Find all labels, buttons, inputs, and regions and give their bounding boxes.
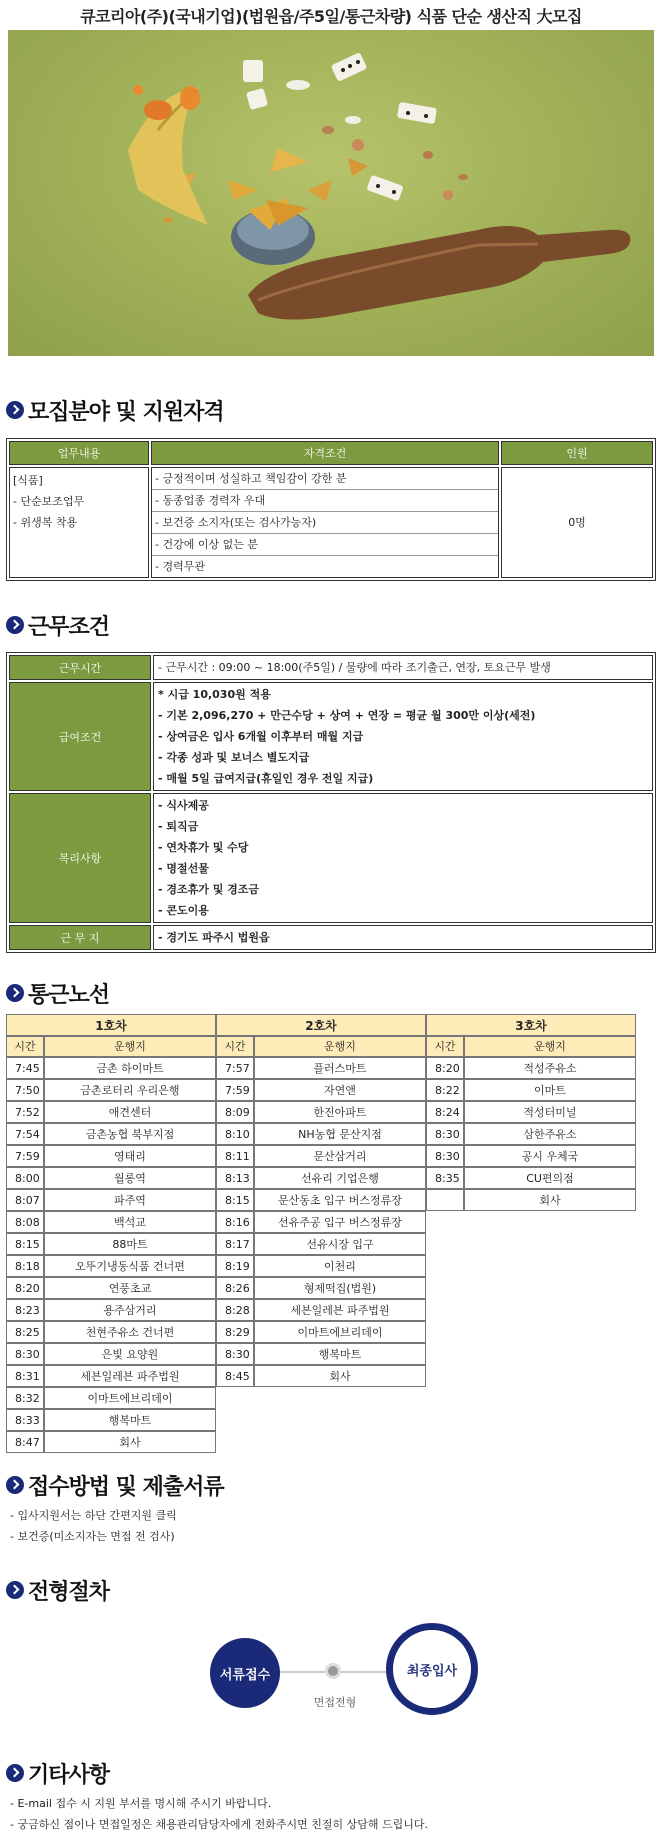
table-header: 자격조건 (151, 441, 499, 465)
stop-time: 7:50 (6, 1079, 44, 1101)
stop-name: 파주역 (44, 1189, 216, 1211)
stop-time: 8:32 (6, 1387, 44, 1409)
headcount-cell: 0명 (501, 467, 653, 578)
section-title: 전형절차 (28, 1579, 110, 1605)
list-item: - E-mail 접수 시 지원 부서를 명시해 주시기 바랍니다. (10, 1797, 272, 1810)
stop-name: 공시 우체국 (464, 1145, 636, 1167)
welfare-item: - 경조휴가 및 경조금 (158, 883, 260, 896)
stop-time: 8:16 (216, 1211, 254, 1233)
qualifications-cell (151, 467, 499, 578)
bus-route-header: 2호차 (216, 1014, 426, 1036)
section-conditions-heading (6, 610, 109, 640)
process-diagram (0, 1628, 662, 1748)
chevron-right-icon (6, 1764, 24, 1782)
duties-cell (9, 467, 149, 578)
location-value: - 경기도 파주시 법원읍 (153, 925, 653, 950)
column-header-time: 시간 (216, 1036, 254, 1057)
column-header-stop: 운행지 (464, 1036, 636, 1057)
welfare-item: - 콘도이용 (158, 904, 209, 917)
stop-time: 7:54 (6, 1123, 44, 1145)
chevron-right-icon (6, 984, 24, 1002)
stop-name: NH농협 문산지점 (254, 1123, 426, 1145)
stop-name: 회사 (464, 1189, 636, 1211)
stop-name: 세븐일레븐 파주법원 (254, 1299, 426, 1321)
stop-name: 선유리 기업은행 (254, 1167, 426, 1189)
stop-name: 행복마트 (254, 1343, 426, 1365)
stop-name: 행복마트 (44, 1409, 216, 1431)
stop-time: 8:20 (426, 1057, 464, 1079)
recruit-table (6, 438, 656, 581)
stop-time: 7:57 (216, 1057, 254, 1079)
process-dot (325, 1663, 341, 1679)
stop-name: 한진아파트 (254, 1101, 426, 1123)
section-title: 근무조건 (28, 614, 110, 640)
list-item: - 보건증(미소지자는 면접 전 검사) (10, 1530, 175, 1543)
stop-name: 형제떡집(법원) (254, 1277, 426, 1299)
hours-value: - 근무시간 : 09:00 ~ 18:00(주5일) / 물량에 따라 조기출근, 연장, 토요근무 발생 (153, 655, 653, 680)
stop-time: 8:22 (426, 1079, 464, 1101)
stop-name: 월롱역 (44, 1167, 216, 1189)
stop-time: 8:11 (216, 1145, 254, 1167)
stop-time: 7:59 (6, 1145, 44, 1167)
stop-time: 8:29 (216, 1321, 254, 1343)
stop-name: 은빛 요양원 (44, 1343, 216, 1365)
stop-time: 7:45 (6, 1057, 44, 1079)
column-header-stop: 운행지 (254, 1036, 426, 1057)
section-title: 접수방법 및 제출서류 (28, 1474, 224, 1500)
pay-item: * 시급 10,030원 적용 (158, 688, 271, 701)
stop-name: 연풍초교 (44, 1277, 216, 1299)
hero-image (8, 30, 654, 356)
chevron-right-icon (6, 401, 24, 419)
stop-name: 오뚜기냉동식품 건너편 (44, 1255, 216, 1277)
stop-name: 삼한주유소 (464, 1123, 636, 1145)
stop-time: 8:30 (426, 1123, 464, 1145)
section-commute-heading (6, 978, 109, 1008)
food-illustration (8, 30, 654, 356)
duty-item: - 단순보조업무 (13, 495, 85, 508)
column-header-time: 시간 (6, 1036, 44, 1057)
duty-item: - 위생복 착용 (13, 516, 78, 529)
stop-name: 선유시장 입구 (254, 1233, 426, 1255)
stop-time: 8:15 (6, 1233, 44, 1255)
stop-time: 8:17 (216, 1233, 254, 1255)
page-title: 큐코리아(주)(국내기업)(법원읍/주5일/통근차량) 식품 단순 생산직 大모집 (80, 7, 582, 26)
stop-name: 회사 (44, 1431, 216, 1453)
stop-name: 천현주유소 건너편 (44, 1321, 216, 1343)
process-step-1: 서류접수 (210, 1638, 280, 1708)
welfare-values (153, 793, 653, 923)
stop-time: 8:23 (6, 1299, 44, 1321)
stop-time: 8:18 (6, 1255, 44, 1277)
pay-item: - 상여금은 입사 6개월 이후부터 매월 지급 (158, 730, 364, 743)
stop-name: 문산삼거리 (254, 1145, 426, 1167)
stop-time: 7:52 (6, 1101, 44, 1123)
stop-time: 8:00 (6, 1167, 44, 1189)
chevron-right-icon (6, 616, 24, 634)
stop-time: 7:59 (216, 1079, 254, 1101)
process-step-2: 면접전형 (313, 1696, 357, 1709)
section-title: 기타사항 (28, 1762, 110, 1788)
stop-time: 8:10 (216, 1123, 254, 1145)
stop-time: 8:07 (6, 1189, 44, 1211)
bus-route-header: 3호차 (426, 1014, 636, 1036)
stop-name: 이천리 (254, 1255, 426, 1277)
bus-route-table (6, 1014, 636, 1462)
section-apply-heading (6, 1470, 224, 1500)
pay-item: - 매월 5일 급여지급(휴일인 경우 전일 지급) (158, 772, 374, 785)
stop-name: 영태리 (44, 1145, 216, 1167)
location-label: 근 무 지 (9, 925, 151, 950)
stop-name: 용주삼거리 (44, 1299, 216, 1321)
stop-time: 8:26 (216, 1277, 254, 1299)
stop-time: 8:24 (426, 1101, 464, 1123)
welfare-item: - 명절선물 (158, 862, 209, 875)
duty-item: [식품] (13, 474, 43, 487)
etc-list (10, 1793, 428, 1835)
section-process-heading (6, 1575, 109, 1605)
stop-time: 8:33 (6, 1409, 44, 1431)
stop-time: 8:31 (6, 1365, 44, 1387)
stop-time: 8:28 (216, 1299, 254, 1321)
qualification-item: - 긍정적이며 성실하고 책임감이 강한 분 (152, 468, 498, 490)
qualification-item: - 동종업종 경력자 우대 (152, 490, 498, 512)
stop-name: 선유주공 입구 버스정류장 (254, 1211, 426, 1233)
welfare-item: - 연차휴가 및 수당 (158, 841, 249, 854)
stop-time: 8:30 (6, 1343, 44, 1365)
stop-name: CU편의점 (464, 1167, 636, 1189)
table-header: 인원 (501, 441, 653, 465)
stop-name: 세븐일레븐 파주법원 (44, 1365, 216, 1387)
stop-time: 8:15 (216, 1189, 254, 1211)
pay-label: 급여조건 (9, 682, 151, 791)
stop-time: 8:20 (6, 1277, 44, 1299)
section-etc-heading (6, 1758, 109, 1788)
stop-time: 8:13 (216, 1167, 254, 1189)
chevron-right-icon (6, 1476, 24, 1494)
stop-time: 8:30 (426, 1145, 464, 1167)
chevron-right-icon (6, 1581, 24, 1599)
bus-route-header: 1호차 (6, 1014, 216, 1036)
pay-item: - 기본 2,096,270 + 만근수당 + 상여 + 연장 = 평균 월 300만 이상(세전) (158, 709, 536, 722)
welfare-item: - 식사제공 (158, 799, 209, 812)
stop-time: 8:45 (216, 1365, 254, 1387)
table-header: 업무내용 (9, 441, 149, 465)
stop-name: 적성주유소 (464, 1057, 636, 1079)
stop-time: 8:08 (6, 1211, 44, 1233)
stop-name: 회사 (254, 1365, 426, 1387)
stop-name: 백석교 (44, 1211, 216, 1233)
list-item: - 궁금하신 점이나 면접일정은 채용관리담당자에게 전화주시면 친절히 상담해 드립니다. (10, 1818, 428, 1831)
stop-name: 자연앤 (254, 1079, 426, 1101)
qualification-item: - 보건증 소지자(또는 검사가능자) (152, 512, 498, 534)
section-recruit-heading (6, 395, 224, 425)
stop-name: 88마트 (44, 1233, 216, 1255)
section-title: 모집분야 및 지원자격 (28, 399, 224, 425)
stop-time: 8:09 (216, 1101, 254, 1123)
stop-time: 8:25 (6, 1321, 44, 1343)
stop-time: 8:19 (216, 1255, 254, 1277)
pay-item: - 각종 성과 및 보너스 별도지급 (158, 751, 310, 764)
conditions-table (6, 652, 656, 953)
stop-name: 금촌 하이마트 (44, 1057, 216, 1079)
stop-name: 이마트에브리데이 (254, 1321, 426, 1343)
stop-name: 금촌농협 북부지점 (44, 1123, 216, 1145)
list-item: - 입사지원서는 하단 간편지원 클릭 (10, 1509, 177, 1522)
stop-name: 적성터미널 (464, 1101, 636, 1123)
stop-name: 문산동초 입구 버스정류장 (254, 1189, 426, 1211)
stop-time: 8:30 (216, 1343, 254, 1365)
pay-values (153, 682, 653, 791)
process-step-3: 최종입사 (386, 1623, 478, 1715)
stop-time: 8:47 (6, 1431, 44, 1453)
qualification-item: - 건강에 이상 없는 분 (152, 534, 498, 556)
qualification-item: - 경력무관 (155, 560, 205, 573)
stop-time (426, 1189, 464, 1211)
welfare-item: - 퇴직금 (158, 820, 199, 833)
stop-time: 8:35 (426, 1167, 464, 1189)
apply-list (10, 1505, 177, 1547)
welfare-label: 복리사항 (9, 793, 151, 923)
stop-name: 이마트에브리데이 (44, 1387, 216, 1409)
column-header-stop: 운행지 (44, 1036, 216, 1057)
column-header-time: 시간 (426, 1036, 464, 1057)
stop-name: 애견센터 (44, 1101, 216, 1123)
stop-name: 이마트 (464, 1079, 636, 1101)
section-title: 통근노선 (28, 982, 110, 1008)
stop-name: 플러스마트 (254, 1057, 426, 1079)
stop-name: 금촌로터리 우리은행 (44, 1079, 216, 1101)
hours-label: 근무시간 (9, 655, 151, 680)
